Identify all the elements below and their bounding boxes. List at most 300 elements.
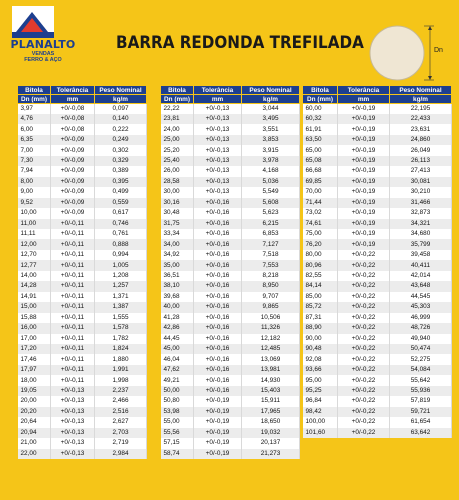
bitola-cell: 28,58 <box>161 177 194 187</box>
table-row <box>303 198 452 208</box>
tolerancia-cell: +0/-0,13 <box>51 386 95 396</box>
peso-cell: 10,506 <box>242 313 300 323</box>
bitola-cell: 49,21 <box>161 375 194 385</box>
peso-cell: 0,395 <box>95 177 147 187</box>
table-row <box>161 292 300 302</box>
peso-cell: 1,555 <box>95 313 147 323</box>
bitola-cell: 60,00 <box>303 104 338 115</box>
peso-cell: 0,302 <box>95 145 147 155</box>
tolerancia-cell: +0/-0,22 <box>338 344 390 354</box>
peso-cell: 40,411 <box>390 260 452 270</box>
table-row <box>18 375 147 385</box>
header-tolerancia: Tolerância <box>194 86 242 95</box>
bitola-cell: 30,00 <box>161 187 194 197</box>
tolerancia-cell: +0/-0,16 <box>194 271 242 281</box>
table-row <box>303 124 452 134</box>
tolerancia-cell: +0/-0,22 <box>338 386 390 396</box>
bitola-cell: 45,00 <box>161 344 194 354</box>
peso-cell: 0,140 <box>95 114 147 124</box>
bitola-cell: 9,52 <box>18 198 51 208</box>
peso-cell: 21,273 <box>242 449 300 459</box>
table-row <box>161 386 300 396</box>
bitola-cell: 17,97 <box>18 365 51 375</box>
table-row <box>18 354 147 364</box>
bitola-cell: 70,00 <box>303 187 338 197</box>
bitola-cell: 50,00 <box>161 386 194 396</box>
bitola-cell: 63,50 <box>303 135 338 145</box>
bitola-cell: 96,84 <box>303 396 338 406</box>
peso-cell: 34,680 <box>390 229 452 239</box>
tolerancia-cell: +0/-0,16 <box>194 208 242 218</box>
tolerancia-cell: +0/-0,11 <box>51 229 95 239</box>
tolerancia-cell: +0/-0,22 <box>338 302 390 312</box>
table-row <box>161 104 300 115</box>
tolerancia-cell: +0/-0,19 <box>338 135 390 145</box>
bitola-cell: 31,75 <box>161 219 194 229</box>
table-row <box>18 344 147 354</box>
tolerancia-cell: +0/-0,11 <box>51 365 95 375</box>
peso-cell: 1,371 <box>95 292 147 302</box>
bitola-cell: 76,20 <box>303 239 338 249</box>
bitola-cell: 22,00 <box>18 449 51 459</box>
tolerancia-cell: +0/-0,11 <box>51 260 95 270</box>
peso-cell: 0,617 <box>95 208 147 218</box>
peso-cell: 7,518 <box>242 250 300 260</box>
table-row <box>303 187 452 197</box>
table-row <box>18 156 147 166</box>
tolerancia-cell: +0/-0,11 <box>51 271 95 281</box>
peso-cell: 54,084 <box>390 365 452 375</box>
table-row <box>161 208 300 218</box>
table-row <box>161 198 300 208</box>
bitola-cell: 53,98 <box>161 407 194 417</box>
table-row <box>303 344 452 354</box>
bitola-cell: 8,00 <box>18 177 51 187</box>
bitola-cell: 61,91 <box>303 124 338 134</box>
table-row <box>161 229 300 239</box>
tolerancia-cell: +0/-0,16 <box>194 323 242 333</box>
bitola-cell: 93,66 <box>303 365 338 375</box>
tolerancia-cell: +0/-0,16 <box>194 292 242 302</box>
peso-cell: 13,069 <box>242 354 300 364</box>
tolerancia-cell: +0/-0,19 <box>194 438 242 448</box>
bitola-cell: 65,00 <box>303 145 338 155</box>
bitola-cell: 71,44 <box>303 198 338 208</box>
tolerancia-cell: +0/-0,19 <box>338 219 390 229</box>
table-row <box>161 354 300 364</box>
peso-cell: 9,865 <box>242 302 300 312</box>
bitola-cell: 12,00 <box>18 239 51 249</box>
peso-cell: 0,746 <box>95 219 147 229</box>
peso-cell: 4,168 <box>242 166 300 176</box>
table-row <box>18 104 147 115</box>
table-row <box>18 198 147 208</box>
peso-cell: 17,965 <box>242 407 300 417</box>
tolerancia-cell: +0/-0,19 <box>194 417 242 427</box>
table-row <box>161 250 300 260</box>
bitola-cell: 36,51 <box>161 271 194 281</box>
tolerancia-cell: +0/-0,19 <box>338 156 390 166</box>
table-row <box>303 302 452 312</box>
table-row <box>303 219 452 229</box>
bitola-cell: 6,35 <box>18 135 51 145</box>
table-row <box>303 135 452 145</box>
peso-cell: 5,623 <box>242 208 300 218</box>
peso-cell: 15,403 <box>242 386 300 396</box>
bitola-cell: 3,97 <box>18 104 51 115</box>
peso-cell: 55,936 <box>390 386 452 396</box>
bitola-cell: 25,00 <box>161 135 194 145</box>
bitola-cell: 74,61 <box>303 219 338 229</box>
peso-cell: 34,321 <box>390 219 452 229</box>
bitola-cell: 90,00 <box>303 334 338 344</box>
peso-cell: 22,195 <box>390 104 452 115</box>
tolerancia-cell: +0/-0,11 <box>51 344 95 354</box>
header-bitola: Bitola <box>18 86 51 95</box>
table-row <box>18 177 147 187</box>
spec-table-1 <box>17 85 147 459</box>
tolerancia-cell: +0/-0,13 <box>51 417 95 427</box>
table-row <box>303 292 452 302</box>
peso-cell: 6,215 <box>242 219 300 229</box>
peso-cell: 23,631 <box>390 124 452 134</box>
unit-kgm: kg/m <box>242 95 300 104</box>
bitola-cell: 101,60 <box>303 428 338 438</box>
peso-cell: 32,873 <box>390 208 452 218</box>
table-row <box>161 281 300 291</box>
table-row <box>161 344 300 354</box>
tolerancia-cell: +0/-0,19 <box>194 449 242 459</box>
peso-cell: 14,930 <box>242 375 300 385</box>
tolerancia-cell: +0/-0,13 <box>194 145 242 155</box>
tolerancia-cell: +0/-0,16 <box>194 198 242 208</box>
table-row <box>18 114 147 124</box>
peso-cell: 22,433 <box>390 114 452 124</box>
tolerancia-cell: +0/-0,16 <box>194 365 242 375</box>
unit-kgm: kg/m <box>95 95 147 104</box>
unit-dn: Dn (mm) <box>161 95 194 104</box>
bitola-cell: 16,00 <box>18 323 51 333</box>
table-row <box>18 135 147 145</box>
peso-cell: 45,303 <box>390 302 452 312</box>
table-row <box>18 407 147 417</box>
table-row <box>161 302 300 312</box>
tolerancia-cell: +0/-0,11 <box>51 323 95 333</box>
peso-cell: 9,707 <box>242 292 300 302</box>
unit-mm: mm <box>51 95 95 104</box>
peso-cell: 0,389 <box>95 166 147 176</box>
bitola-cell: 82,55 <box>303 271 338 281</box>
table-row <box>18 229 147 239</box>
peso-cell: 1,824 <box>95 344 147 354</box>
table-row <box>303 386 452 396</box>
bitola-cell: 60,32 <box>303 114 338 124</box>
peso-cell: 2,703 <box>95 428 147 438</box>
peso-cell: 59,721 <box>390 407 452 417</box>
bitola-cell: 11,11 <box>18 229 51 239</box>
tolerancia-cell: +0/-0,16 <box>194 386 242 396</box>
peso-cell: 0,559 <box>95 198 147 208</box>
bitola-cell: 58,74 <box>161 449 194 459</box>
tolerancia-cell: +0/-0,13 <box>51 438 95 448</box>
peso-cell: 1,782 <box>95 334 147 344</box>
peso-cell: 1,208 <box>95 271 147 281</box>
peso-cell: 48,726 <box>390 323 452 333</box>
tolerancia-cell: +0/-0,22 <box>338 313 390 323</box>
table-row <box>303 166 452 176</box>
table-row <box>303 229 452 239</box>
brand-name: PLANALTO <box>10 38 76 51</box>
table-row <box>161 271 300 281</box>
bitola-cell: 50,80 <box>161 396 194 406</box>
table-row <box>303 375 452 385</box>
tolerancia-cell: +0/-0,16 <box>194 334 242 344</box>
spec-table-2 <box>160 85 300 459</box>
peso-cell: 3,915 <box>242 145 300 155</box>
tolerancia-cell: +0/-0,11 <box>51 219 95 229</box>
tolerancia-cell: +0/-0,22 <box>338 281 390 291</box>
bitola-cell: 17,00 <box>18 334 51 344</box>
table-row <box>18 281 147 291</box>
peso-cell: 11,326 <box>242 323 300 333</box>
tolerancia-cell: +0/-0,22 <box>338 375 390 385</box>
tolerancia-cell: +0/-0,16 <box>194 281 242 291</box>
peso-cell: 15,911 <box>242 396 300 406</box>
bitola-cell: 92,08 <box>303 354 338 364</box>
bitola-cell: 38,10 <box>161 281 194 291</box>
table-row <box>161 407 300 417</box>
tolerancia-cell: +0/-0,16 <box>194 229 242 239</box>
table-row <box>161 428 300 438</box>
peso-cell: 6,853 <box>242 229 300 239</box>
tolerancia-cell: +0/-0,19 <box>194 428 242 438</box>
bitola-cell: 20,00 <box>18 396 51 406</box>
table-row <box>161 114 300 124</box>
tolerancia-cell: +0/-0,11 <box>51 239 95 249</box>
table-row <box>161 166 300 176</box>
table-row <box>303 260 452 270</box>
bitola-cell: 73,02 <box>303 208 338 218</box>
peso-cell: 18,650 <box>242 417 300 427</box>
tolerancia-cell: +0/-0,11 <box>51 313 95 323</box>
peso-cell: 3,551 <box>242 124 300 134</box>
peso-cell: 7,127 <box>242 239 300 249</box>
table-row <box>303 177 452 187</box>
tolerancia-cell: +0/-0,22 <box>338 250 390 260</box>
bitola-cell: 35,00 <box>161 260 194 270</box>
table-row <box>18 145 147 155</box>
peso-cell: 0,994 <box>95 250 147 260</box>
table-row <box>18 438 147 448</box>
peso-cell: 1,005 <box>95 260 147 270</box>
table-row <box>303 428 452 438</box>
tolerancia-cell: +0/-0,16 <box>194 302 242 312</box>
peso-cell: 44,545 <box>390 292 452 302</box>
tolerancia-cell: +0/-0,13 <box>51 407 95 417</box>
tolerancia-cell: +0/-0,11 <box>51 281 95 291</box>
table-row <box>161 375 300 385</box>
tolerancia-cell: +0/-0,08 <box>51 124 95 134</box>
peso-cell: 3,853 <box>242 135 300 145</box>
table-row <box>18 302 147 312</box>
bitola-cell: 65,08 <box>303 156 338 166</box>
table-row <box>161 396 300 406</box>
bitola-cell: 55,56 <box>161 428 194 438</box>
tolerancia-cell: +0/-0,13 <box>194 156 242 166</box>
peso-cell: 2,627 <box>95 417 147 427</box>
peso-cell: 49,940 <box>390 334 452 344</box>
tolerancia-cell: +0/-0,16 <box>194 219 242 229</box>
tolerancia-cell: +0/-0,09 <box>51 187 95 197</box>
peso-cell: 3,978 <box>242 156 300 166</box>
bitola-cell: 25,20 <box>161 145 194 155</box>
bitola-cell: 22,22 <box>161 104 194 115</box>
table-row <box>18 219 147 229</box>
tolerancia-cell: +0/-0,22 <box>338 407 390 417</box>
peso-cell: 0,499 <box>95 187 147 197</box>
tolerancia-cell: +0/-0,19 <box>338 198 390 208</box>
peso-cell: 2,237 <box>95 386 147 396</box>
tolerancia-cell: +0/-0,22 <box>338 396 390 406</box>
tolerancia-cell: +0/-0,16 <box>194 239 242 249</box>
bitola-cell: 66,68 <box>303 166 338 176</box>
bitola-cell: 40,00 <box>161 302 194 312</box>
peso-cell: 12,485 <box>242 344 300 354</box>
tolerancia-cell: +0/-0,09 <box>51 208 95 218</box>
bitola-cell: 30,48 <box>161 208 194 218</box>
bitola-cell: 84,14 <box>303 281 338 291</box>
table-row <box>18 166 147 176</box>
peso-cell: 12,182 <box>242 334 300 344</box>
peso-cell: 50,474 <box>390 344 452 354</box>
bitola-cell: 80,00 <box>303 250 338 260</box>
peso-cell: 2,984 <box>95 449 147 459</box>
bitola-cell: 42,86 <box>161 323 194 333</box>
tolerancia-cell: +0/-0,09 <box>51 135 95 145</box>
table-row <box>303 145 452 155</box>
brand-tagline <box>4 51 82 63</box>
peso-cell: 1,578 <box>95 323 147 333</box>
peso-cell: 5,036 <box>242 177 300 187</box>
bitola-cell: 4,76 <box>18 114 51 124</box>
header-peso: Peso Nominal <box>390 86 452 95</box>
tolerancia-cell: +0/-0,13 <box>194 135 242 145</box>
table-row <box>303 271 452 281</box>
tolerancia-cell: +0/-0,19 <box>338 124 390 134</box>
bitola-cell: 15,00 <box>18 302 51 312</box>
table-row <box>18 449 147 459</box>
table-row <box>18 187 147 197</box>
brand-tagline-2: FERRO & AÇO <box>24 57 62 63</box>
peso-cell: 0,888 <box>95 239 147 249</box>
bitola-cell: 85,00 <box>303 292 338 302</box>
bitola-cell: 23,81 <box>161 114 194 124</box>
tolerancia-cell: +0/-0,19 <box>338 104 390 115</box>
tolerancia-cell: +0/-0,22 <box>338 271 390 281</box>
table-row <box>303 334 452 344</box>
table-row <box>161 145 300 155</box>
bitola-cell: 87,31 <box>303 313 338 323</box>
tolerancia-cell: +0/-0,11 <box>51 250 95 260</box>
table-row <box>18 239 147 249</box>
bitola-cell: 30,16 <box>161 198 194 208</box>
bitola-cell: 95,25 <box>303 386 338 396</box>
peso-cell: 7,553 <box>242 260 300 270</box>
tolerancia-cell: +0/-0,11 <box>51 354 95 364</box>
bitola-cell: 34,00 <box>161 239 194 249</box>
table-row <box>18 323 147 333</box>
table-row <box>18 271 147 281</box>
tolerancia-cell: +0/-0,13 <box>51 396 95 406</box>
peso-cell: 5,549 <box>242 187 300 197</box>
bitola-cell: 90,48 <box>303 344 338 354</box>
bitola-cell: 100,00 <box>303 417 338 427</box>
table-row <box>18 208 147 218</box>
peso-cell: 0,097 <box>95 104 147 115</box>
bitola-cell: 20,94 <box>18 428 51 438</box>
table-row <box>161 135 300 145</box>
tolerancia-cell: +0/-0,09 <box>51 166 95 176</box>
table-row <box>18 396 147 406</box>
bitola-cell: 69,85 <box>303 177 338 187</box>
peso-cell: 63,642 <box>390 428 452 438</box>
header-peso: Peso Nominal <box>95 86 147 95</box>
table-row <box>161 124 300 134</box>
bitola-cell: 20,64 <box>18 417 51 427</box>
peso-cell: 1,387 <box>95 302 147 312</box>
peso-cell: 27,413 <box>390 166 452 176</box>
unit-mm: mm <box>194 95 242 104</box>
bitola-cell: 98,42 <box>303 407 338 417</box>
table-row <box>18 260 147 270</box>
table-row <box>18 334 147 344</box>
table-row <box>161 365 300 375</box>
peso-cell: 1,991 <box>95 365 147 375</box>
unit-dn: Dn (mm) <box>18 95 51 104</box>
bitola-cell: 6,00 <box>18 124 51 134</box>
table-row <box>303 208 452 218</box>
table-row <box>161 449 300 459</box>
table-row <box>303 396 452 406</box>
tolerancia-cell: +0/-0,13 <box>194 104 242 115</box>
tolerancia-cell: +0/-0,19 <box>338 229 390 239</box>
tolerancia-cell: +0/-0,16 <box>194 250 242 260</box>
tolerancia-cell: +0/-0,19 <box>338 145 390 155</box>
bitola-cell: 80,96 <box>303 260 338 270</box>
spec-table-3 <box>302 85 452 438</box>
tolerancia-cell: +0/-0,16 <box>194 375 242 385</box>
bitola-cell: 24,00 <box>161 124 194 134</box>
bitola-cell: 15,88 <box>18 313 51 323</box>
tolerancia-cell: +0/-0,22 <box>338 334 390 344</box>
peso-cell: 55,642 <box>390 375 452 385</box>
dn-label: Dn <box>434 47 443 54</box>
tolerancia-cell: +0/-0,22 <box>338 260 390 270</box>
table-row <box>303 407 452 417</box>
bitola-cell: 34,92 <box>161 250 194 260</box>
peso-cell: 57,819 <box>390 396 452 406</box>
tolerancia-cell: +0/-0,08 <box>51 114 95 124</box>
tolerancia-cell: +0/-0,19 <box>194 407 242 417</box>
tolerancia-cell: +0/-0,16 <box>194 313 242 323</box>
table-row <box>303 417 452 427</box>
bitola-cell: 14,00 <box>18 271 51 281</box>
tolerancia-cell: +0/-0,11 <box>51 302 95 312</box>
unit-dn: Dn (mm) <box>303 95 338 104</box>
peso-cell: 43,648 <box>390 281 452 291</box>
table-row <box>161 313 300 323</box>
table-row <box>161 260 300 270</box>
